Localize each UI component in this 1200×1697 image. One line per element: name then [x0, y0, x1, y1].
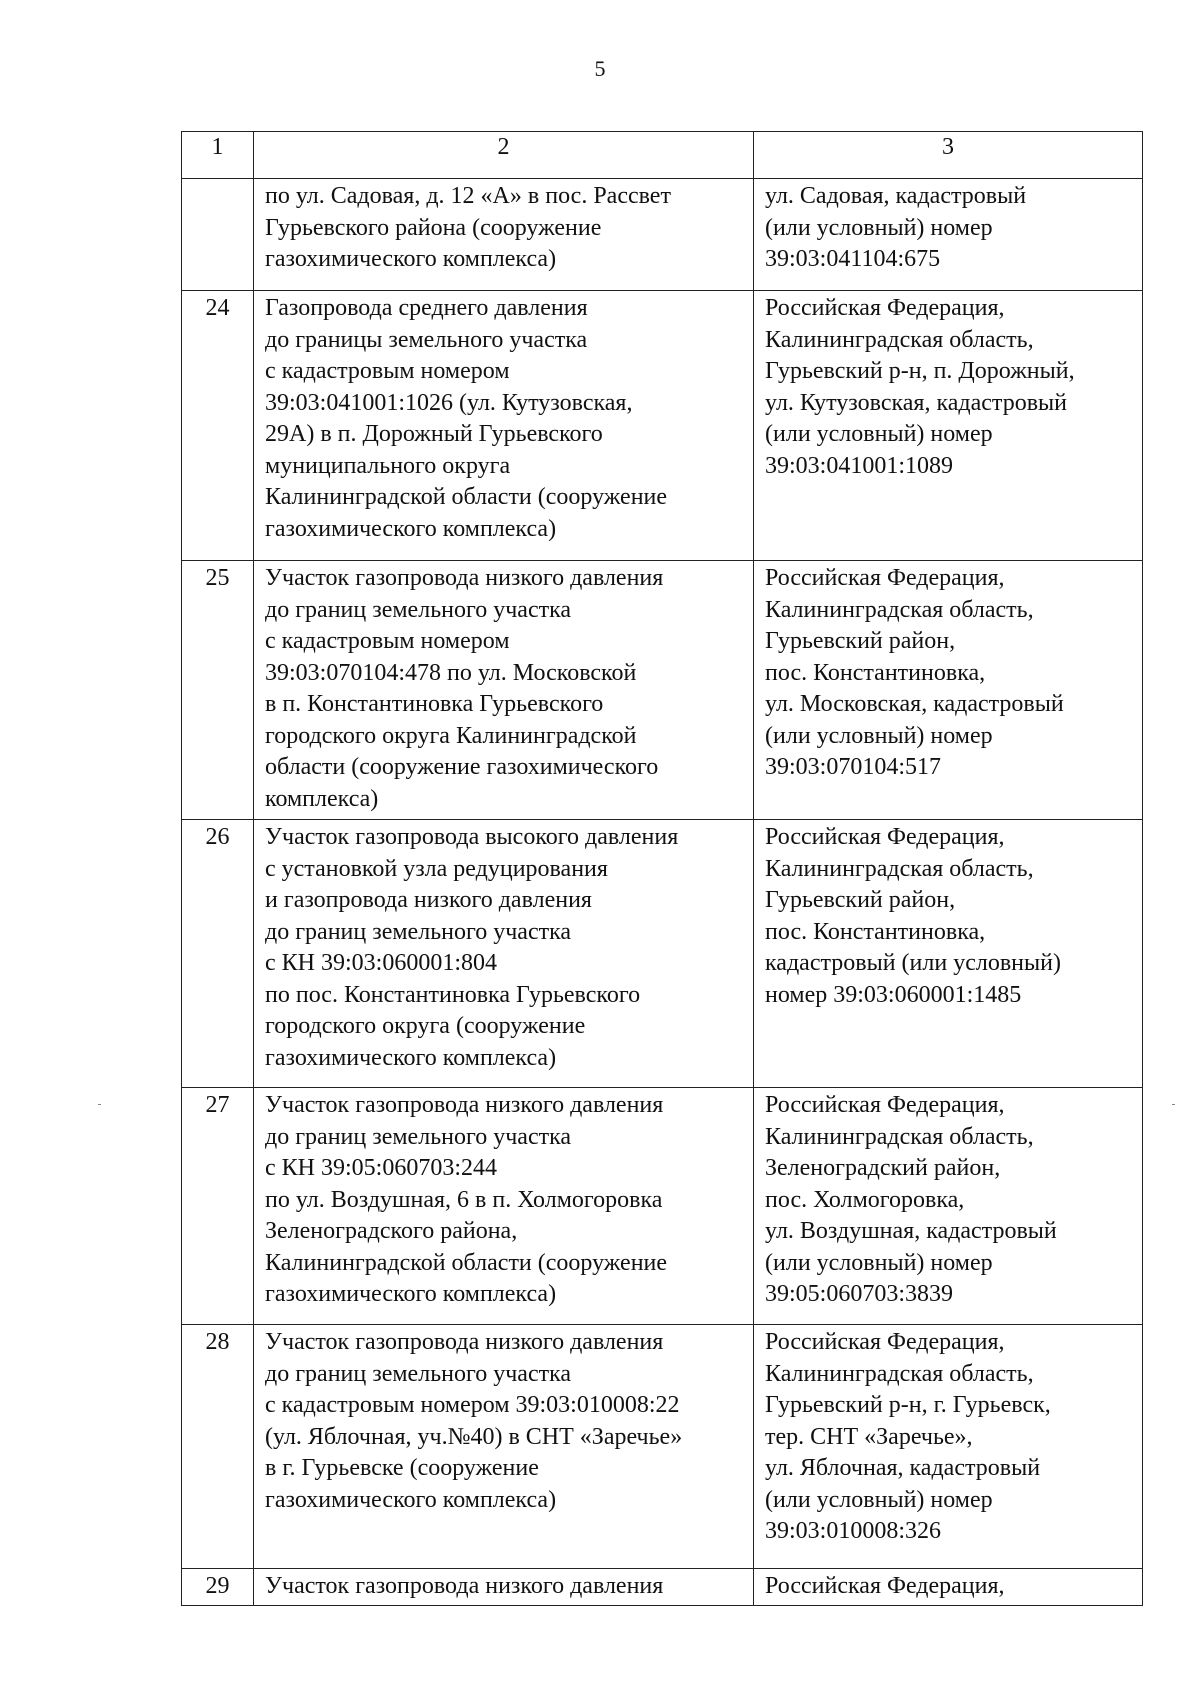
object-description-line: с установкой узла редуцирования [265, 855, 608, 882]
object-address-line: ул. Кутузовская, кадастровый [765, 389, 1068, 416]
object-description [254, 1088, 754, 1325]
object-address-line: 39:03:041104:675 [765, 246, 941, 272]
object-description-line: Участок газопровода низкого давления [265, 1329, 664, 1355]
object-address-line: Российская Федерация, [765, 1573, 1005, 1599]
object-address [754, 820, 1143, 1088]
object-description-line: газохимического комплекса) [265, 1486, 557, 1513]
row-number: 25 [182, 561, 254, 820]
row-number: 26 [182, 820, 254, 1088]
object-description-line: по ул. Воздушная, 6 в п. Холмогоровка [265, 1186, 663, 1213]
object-address [754, 1569, 1143, 1606]
object-address [754, 291, 1143, 561]
row-number [182, 179, 254, 291]
object-description-line: области (сооружение газохимического [265, 754, 659, 780]
object-address-line: Зеленоградский район, [765, 1155, 1001, 1181]
object-description [254, 179, 754, 291]
object-address-line: Калининградская область, [765, 596, 1034, 623]
object-description-line: с КН 39:05:060703:244 [265, 1155, 497, 1181]
object-description [254, 1325, 754, 1569]
object-address [754, 1088, 1143, 1325]
object-description-line: городского округа (сооружение [265, 1013, 586, 1039]
object-description-line: с КН 39:03:060001:804 [265, 950, 497, 976]
object-description-line: с кадастровым номером [265, 628, 510, 654]
object-description-line: в г. Гурьевске (сооружение [265, 1455, 539, 1481]
object-address-line: Российская Федерация, [765, 295, 1005, 321]
object-description-line: в п. Константиновка Гурьевского [265, 691, 604, 717]
object-description-line: до границ земельного участка [265, 1123, 572, 1150]
object-address [754, 179, 1143, 291]
object-address-line: Калининградская область, [765, 1123, 1034, 1150]
object-address [754, 561, 1143, 820]
object-address-line: (или условный) номер [765, 722, 993, 749]
table-row [182, 1569, 1143, 1606]
table-row [182, 291, 1143, 561]
object-address-line: (или условный) номер [765, 1486, 993, 1513]
object-description-line: Участок газопровода высокого давления [265, 824, 679, 850]
object-address-line: Российская Федерация, [765, 1092, 1005, 1118]
object-address-line: номер 39:03:060001:1485 [765, 981, 1022, 1008]
object-description-line: Участок газопровода низкого давления [265, 1573, 664, 1599]
object-address-line: Российская Федерация, [765, 565, 1005, 591]
object-address-line: Гурьевский р-н, г. Гурьевск, [765, 1392, 1051, 1418]
object-description-line: по ул. Садовая, д. 12 «А» в пос. Рассвет [265, 183, 671, 209]
object-description-line: 39:03:041001:1026 (ул. Кутузовская, [265, 389, 633, 416]
object-description-line: и газопровода низкого давления [265, 887, 592, 913]
object-address-line: ул. Московская, кадастровый [765, 691, 1064, 717]
column-header-3: 3 [754, 132, 1143, 179]
table-row [182, 561, 1143, 820]
object-description-line: до границ земельного участка [265, 918, 572, 945]
scan-speck [98, 1104, 101, 1105]
object-description-line: газохимического комплекса) [265, 246, 557, 272]
object-address-line: Гурьевский район, [765, 628, 956, 654]
row-number: 29 [182, 1569, 254, 1606]
object-address-line: Гурьевский р-н, п. Дорожный, [765, 358, 1075, 384]
object-description-line: городского округа Калининградской [265, 722, 637, 749]
object-description [254, 820, 754, 1088]
object-description-line: до границ земельного участка [265, 596, 572, 623]
object-description-line: газохимического комплекса) [265, 515, 557, 542]
column-header-2: 2 [254, 132, 754, 179]
object-description [254, 291, 754, 561]
object-description [254, 561, 754, 820]
object-description-line: Участок газопровода низкого давления [265, 565, 664, 591]
table-row [182, 820, 1143, 1088]
object-address-line: ул. Яблочная, кадастровый [765, 1455, 1041, 1481]
page-number: 5 [594, 56, 606, 81]
table-row [182, 1325, 1143, 1569]
object-address-line: (или условный) номер [765, 1249, 993, 1276]
object-description-line: 39:03:070104:478 по ул. Московской [265, 659, 637, 686]
object-description-line: Калининградской области (сооружение [265, 484, 668, 510]
object-address-line: 39:03:010008:326 [765, 1518, 942, 1544]
object-description-line: муниципального округа [265, 452, 511, 479]
object-description-line: Участок газопровода низкого давления [265, 1092, 664, 1118]
header-row [182, 132, 1143, 179]
object-description-line: Зеленоградского района, [265, 1218, 518, 1244]
row-number: 28 [182, 1325, 254, 1569]
registry-table [181, 131, 1143, 1606]
row-number: 24 [182, 291, 254, 561]
object-description-line: Газопровода среднего давления [265, 295, 588, 321]
object-address-line: Гурьевский район, [765, 887, 956, 913]
object-address-line: ул. Воздушная, кадастровый [765, 1218, 1057, 1244]
object-description-line: газохимического комплекса) [265, 1044, 557, 1071]
object-address-line: ул. Садовая, кадастровый [765, 183, 1027, 209]
object-description-line: до границ земельного участка [265, 1360, 572, 1387]
object-description [254, 1569, 754, 1606]
object-address-line: 39:03:041001:1089 [765, 452, 954, 479]
table-body [182, 179, 1143, 1606]
object-address-line: Калининградская область, [765, 1360, 1034, 1387]
object-description-line: комплекса) [265, 785, 379, 812]
object-address-line: тер. СНТ «Заречье», [765, 1423, 973, 1450]
object-description-line: с кадастровым номером [265, 358, 510, 384]
object-description-line: 29А) в п. Дорожный Гурьевского [265, 421, 603, 447]
object-address-line: пос. Константиновка, [765, 918, 986, 945]
object-address-line: 39:05:060703:3839 [765, 1281, 954, 1307]
object-address-line: Калининградская область, [765, 326, 1034, 353]
scan-speck [1172, 1104, 1175, 1105]
table-row [182, 1088, 1143, 1325]
object-description-line: до границы земельного участка [265, 326, 588, 353]
object-address-line: Российская Федерация, [765, 1329, 1005, 1355]
row-number: 27 [182, 1088, 254, 1325]
object-address-line: Российская Федерация, [765, 824, 1005, 850]
object-address-line: пос. Холмогоровка, [765, 1186, 965, 1213]
object-address-line: пос. Константиновка, [765, 659, 986, 686]
table-row [182, 179, 1143, 291]
object-description-line: (ул. Яблочная, уч.№40) в СНТ «Заречье» [265, 1423, 683, 1450]
object-address-line: 39:03:070104:517 [765, 754, 942, 780]
object-description-line: Гурьевского района (сооружение [265, 214, 602, 241]
object-description-line: газохимического комплекса) [265, 1281, 557, 1307]
object-address [754, 1325, 1143, 1569]
object-description-line: по пос. Константиновка Гурьевского [265, 981, 641, 1008]
object-description-line: с кадастровым номером 39:03:010008:22 [265, 1392, 680, 1418]
object-address-line: кадастровый (или условный) [765, 950, 1061, 976]
object-address-line: (или условный) номер [765, 421, 993, 447]
object-description-line: Калининградской области (сооружение [265, 1249, 668, 1276]
column-header-1: 1 [182, 132, 254, 179]
object-address-line: (или условный) номер [765, 214, 993, 241]
object-address-line: Калининградская область, [765, 855, 1034, 882]
